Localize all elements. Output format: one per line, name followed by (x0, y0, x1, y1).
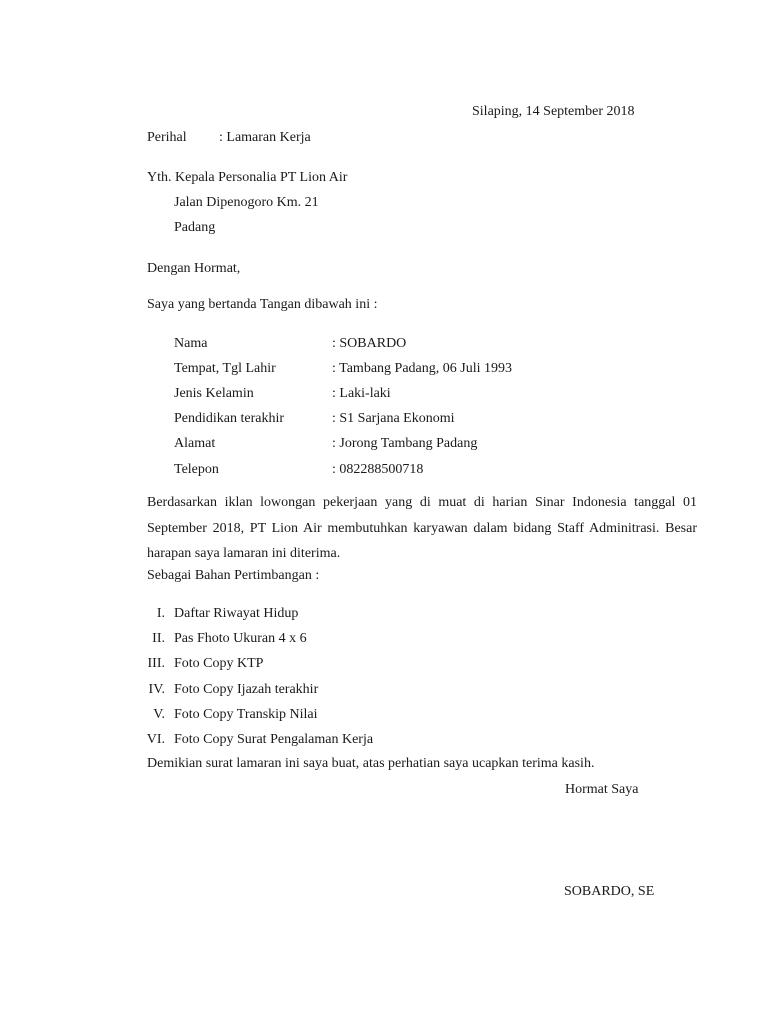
attachment-item (140, 630, 307, 648)
attachment-text: Foto Copy Transkip Nilai (174, 707, 318, 722)
attachment-text: Foto Copy KTP (174, 656, 264, 671)
recipient-line-3: Padang (174, 220, 216, 235)
attachment-text: Pas Fhoto Ukuran 4 x 6 (174, 631, 307, 646)
closing-sentence: Demikian surat lamaran ini saya buat, atas perhatian saya ucapkan terima kasih. (147, 756, 595, 771)
attachment-text: Foto Copy Ijazah terakhir (174, 682, 319, 697)
field-label: Tempat, Tgl Lahir (174, 361, 276, 376)
field-value: : Laki-laki (332, 386, 391, 401)
attachment-item (140, 655, 264, 673)
attachment-item (140, 706, 318, 724)
field-label: Nama (174, 336, 208, 351)
field-label: Telepon (174, 462, 219, 477)
field-value: : Tambang Padang, 06 Juli 1993 (332, 361, 512, 376)
greeting: Dengan Hormat, (147, 261, 241, 276)
field-label: Alamat (174, 436, 216, 451)
attachment-text: Foto Copy Surat Pengalaman Kerja (174, 732, 374, 747)
recipient-line-2: Jalan Dipenogoro Km. 21 (174, 195, 319, 210)
attachment-item (140, 605, 299, 623)
attachments-intro: Sebagai Bahan Pertimbangan : (147, 568, 320, 583)
attachment-number: I. (156, 606, 165, 621)
attachment-number: IV. (148, 682, 165, 697)
field-value: : S1 Sarjana Ekonomi (332, 411, 455, 426)
intro-line: Saya yang bertanda Tangan dibawah ini : (147, 297, 378, 312)
attachment-number: V. (153, 707, 165, 722)
attachment-number: III. (147, 656, 165, 671)
field-value: : Jorong Tambang Padang (332, 436, 478, 451)
field-value: : 082288500718 (332, 462, 424, 477)
signer-name: SOBARDO, SE (564, 884, 655, 899)
attachment-item (140, 731, 374, 749)
salutation: Hormat Saya (565, 782, 639, 797)
field-row-tempat-tgl-lahir (174, 360, 512, 378)
perihal-label: Perihal (147, 130, 187, 145)
attachment-item (140, 681, 319, 699)
field-row-nama (174, 335, 406, 353)
place-date: Silaping, 14 September 2018 (472, 104, 635, 119)
recipient-line-1: Yth. Kepala Personalia PT Lion Air (147, 170, 348, 185)
field-row-telepon (174, 461, 423, 479)
body-paragraph: Berdasarkan iklan lowongan pekerjaan yang di muat di harian Sinar Indonesia tanggal 01 September 2018, PT Lion Air membutuhkan karyawan dalam bidang Staff Adminitrasi. Besar harapan saya lamaran ini diterima. (147, 495, 697, 561)
attachment-number: II. (152, 631, 165, 646)
field-label: Pendidikan terakhir (174, 411, 285, 426)
field-label: Jenis Kelamin (174, 386, 254, 401)
field-row-pendidikan (174, 410, 455, 428)
perihal-value: : Lamaran Kerja (219, 130, 311, 145)
attachment-text: Daftar Riwayat Hidup (174, 606, 299, 621)
field-row-jenis-kelamin (174, 385, 391, 403)
field-row-alamat (174, 435, 477, 453)
attachment-number: VI. (146, 732, 165, 747)
field-value: : SOBARDO (332, 336, 407, 351)
